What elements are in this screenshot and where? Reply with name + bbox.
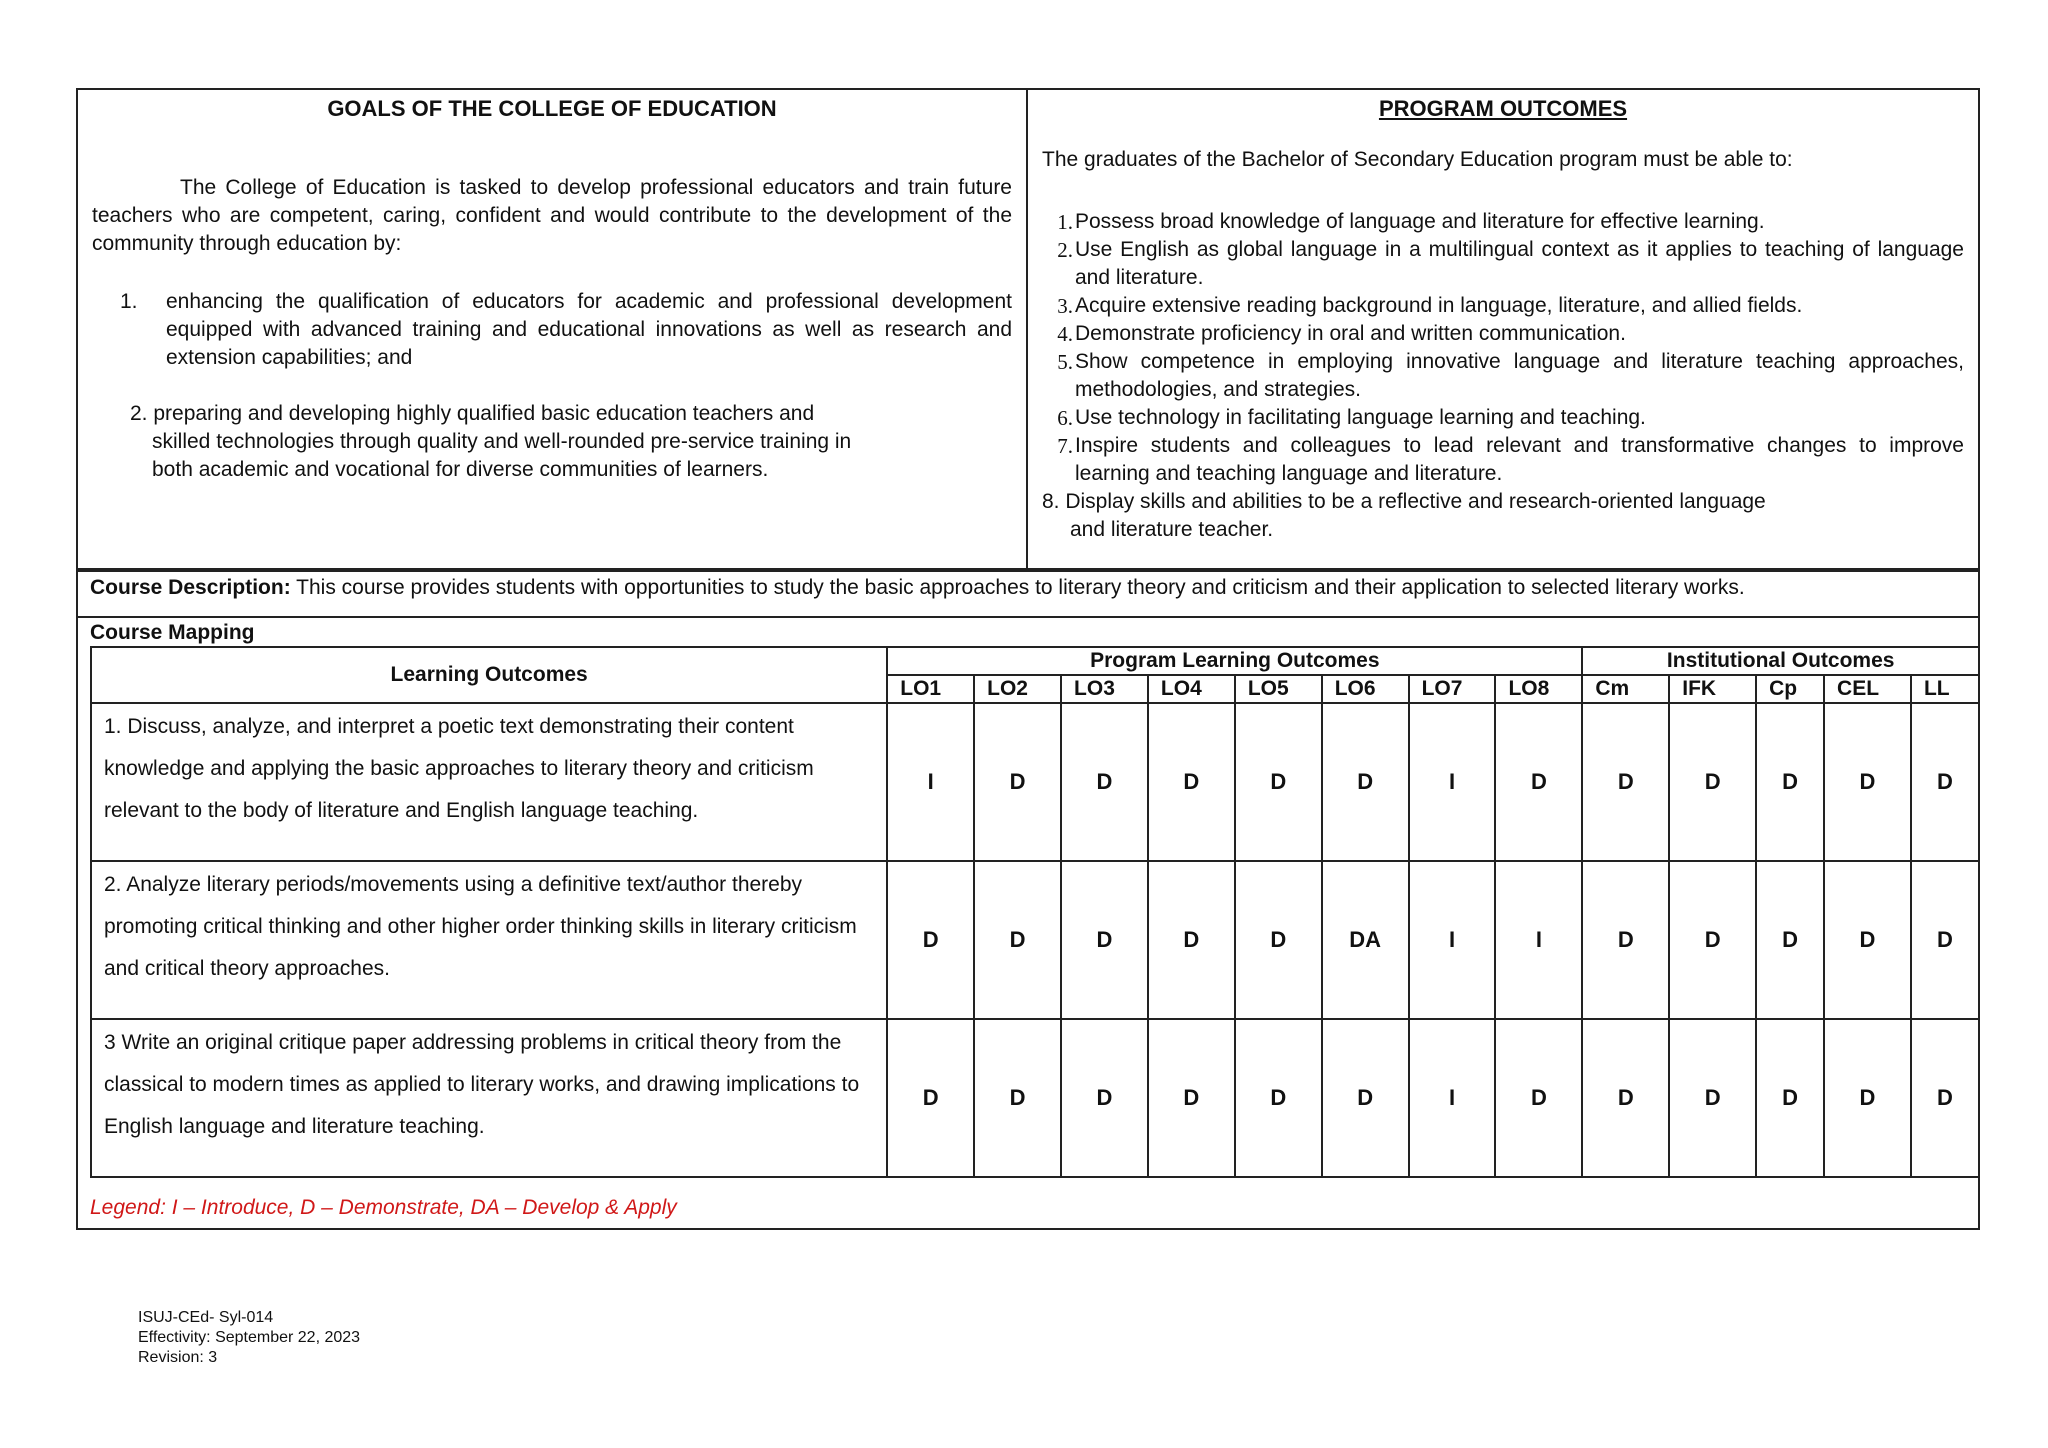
mapping-value-cell: D — [1061, 1019, 1148, 1177]
mapping-value-cell: D — [1322, 703, 1409, 861]
program-outcomes-column — [1028, 90, 1978, 568]
outcome-number: 6. — [1057, 406, 1073, 430]
mapping-value-cell: I — [887, 703, 974, 861]
mapping-value-cell: D — [1148, 703, 1235, 861]
goals-item-2 — [130, 400, 1012, 484]
mapping-value-cell: D — [1582, 1019, 1669, 1177]
learning-outcome-cell: 2. Analyze literary periods/movements using a definitive text/author thereby promoting critical thinking and other higher order thinking skills in literary criticism and critical theory approaches. — [91, 861, 887, 1019]
course-mapping-table — [90, 646, 1980, 1178]
goals-intro: The College of Education is tasked to develop professional educators and train future teachers who are competent, caring, confident and would contribute to the development of the community through education by: — [92, 176, 1012, 255]
table-row — [91, 1019, 1979, 1177]
mapping-value-cell: D — [887, 1019, 974, 1177]
outcome-text: Acquire extensive reading background in language, literature, and allied fields. — [1075, 294, 1803, 317]
column-header: Cp — [1756, 675, 1824, 703]
column-header: LO1 — [887, 675, 974, 703]
mapping-value-cell: D — [1235, 861, 1322, 1019]
mapping-value-cell: D — [1824, 703, 1911, 861]
mapping-value-cell: D — [1495, 1019, 1582, 1177]
outcome-number: 2. — [1057, 238, 1073, 262]
outcome-text: Inspire students and colleagues to lead relevant and transformative changes to improve learning and teaching language and literature. — [1075, 434, 1964, 485]
document-footer — [138, 1308, 360, 1368]
outcome-8-line: 8. Display skills and abilities to be a reflective and research-oriented language — [1042, 490, 1766, 513]
goals-column — [78, 90, 1028, 568]
mapping-value-cell: I — [1409, 861, 1496, 1019]
goals-item-2-line: 2. preparing and developing highly qualified basic education teachers and — [130, 402, 815, 425]
column-header: LO4 — [1148, 675, 1235, 703]
program-outcome-item — [1042, 404, 1964, 432]
goals-item-2-line: both academic and vocational for diverse communities of learners. — [152, 458, 769, 481]
outcome-8-line: and literature teacher. — [1070, 518, 1274, 541]
learning-outcome-cell: 1. Discuss, analyze, and interpret a poetic text demonstrating their content knowledge and applying the basic approaches to literary theory and criticism relevant to the body of literature and English language teaching. — [91, 703, 887, 861]
mapping-value-cell: DA — [1322, 861, 1409, 1019]
outcome-text: Demonstrate proficiency in oral and written communication. — [1075, 322, 1626, 345]
document-code: ISUJ-CEd- Syl-014 — [138, 1309, 274, 1326]
program-learning-outcomes-header: Program Learning Outcomes — [887, 647, 1582, 675]
program-outcomes-title: PROGRAM OUTCOMES — [1378, 96, 1628, 121]
program-outcome-item — [1042, 432, 1964, 488]
mapping-value-cell: D — [1756, 703, 1824, 861]
mapping-value-cell: D — [1148, 861, 1235, 1019]
mapping-value-cell: D — [1911, 861, 1979, 1019]
goals-item-1 — [120, 288, 1012, 372]
mapping-value-cell: D — [1495, 703, 1582, 861]
mapping-value-cell: D — [1235, 703, 1322, 861]
column-header: LL — [1911, 675, 1979, 703]
outcome-text: Show competence in employing innovative language and literature teaching approaches, methodologies, and strategies. — [1075, 350, 1964, 401]
course-mapping-title: Course Mapping — [90, 621, 255, 644]
table-row — [91, 703, 1979, 861]
learning-outcomes-header: Learning Outcomes — [91, 647, 887, 703]
outcome-number: 3. — [1057, 294, 1073, 318]
column-header: LO5 — [1235, 675, 1322, 703]
mapping-value-cell: D — [1911, 1019, 1979, 1177]
mapping-value-cell: I — [1409, 1019, 1496, 1177]
mapping-value-cell: D — [1824, 1019, 1911, 1177]
program-outcomes-list — [1042, 208, 1964, 544]
mapping-value-cell: D — [1148, 1019, 1235, 1177]
column-header: IFK — [1669, 675, 1756, 703]
outcome-text: Use English as global language in a multilingual context as it applies to teaching of language and literature. — [1075, 238, 1964, 289]
program-outcome-item-8 — [1042, 488, 1964, 544]
goals-item-2-line: skilled technologies through quality and well-rounded pre-service training in — [152, 430, 852, 453]
mapping-value-cell: D — [1061, 703, 1148, 861]
mapping-value-cell: D — [974, 861, 1061, 1019]
course-description-label: Course Description: — [90, 576, 291, 599]
outcome-number: 1. — [1057, 210, 1073, 234]
course-description — [78, 570, 1978, 618]
mapping-value-cell: D — [1824, 861, 1911, 1019]
table-row — [91, 861, 1979, 1019]
column-header: LO2 — [974, 675, 1061, 703]
mapping-value-cell: D — [1582, 703, 1669, 861]
learning-outcome-cell: 3 Write an original critique paper addressing problems in critical theory from the classical to modern times as applied to literary works, and drawing implications to English language and literature teaching. — [91, 1019, 887, 1177]
outcome-text: Possess broad knowledge of language and literature for effective learning. — [1075, 210, 1765, 233]
course-mapping-rows — [91, 703, 1979, 1177]
column-header: CEL — [1824, 675, 1911, 703]
program-outcome-item — [1042, 348, 1964, 404]
program-outcome-item — [1042, 292, 1964, 320]
goals-item-1-number: 1. — [120, 290, 138, 313]
column-header: LO6 — [1322, 675, 1409, 703]
goals-title: GOALS OF THE COLLEGE OF EDUCATION — [327, 96, 777, 121]
mapping-value-cell: D — [1669, 861, 1756, 1019]
goals-item-1-text: enhancing the qualification of educators for academic and professional development equipped with advanced training and educational innovations as well as research and extension capabilities; and — [166, 290, 1012, 369]
program-outcome-item — [1042, 320, 1964, 348]
mapping-value-cell: D — [1669, 1019, 1756, 1177]
program-outcomes-intro: The graduates of the Bachelor of Secondary Education program must be able to: — [1042, 148, 1793, 171]
outcome-number: 7. — [1057, 434, 1073, 458]
mapping-value-cell: D — [1582, 861, 1669, 1019]
mapping-value-cell: D — [974, 703, 1061, 861]
legend: Legend: I – Introduce, D – Demonstrate, DA – Develop & Apply — [90, 1196, 677, 1219]
mapping-value-cell: I — [1495, 861, 1582, 1019]
mapping-value-cell: D — [1756, 1019, 1824, 1177]
mapping-value-cell: D — [1235, 1019, 1322, 1177]
column-header: LO8 — [1495, 675, 1582, 703]
mapping-value-cell: I — [1409, 703, 1496, 861]
column-header: LO7 — [1409, 675, 1496, 703]
mapping-value-cell: D — [1756, 861, 1824, 1019]
outcome-number: 5. — [1057, 350, 1073, 374]
revision-number: Revision: 3 — [138, 1349, 218, 1366]
mapping-value-cell: D — [887, 861, 974, 1019]
program-outcome-item — [1042, 236, 1964, 292]
outcome-text: Use technology in facilitating language learning and teaching. — [1075, 406, 1646, 429]
course-description-text: This course provides students with opportunities to study the basic approaches to literary theory and criticism and their application to selected literary works. — [296, 576, 1745, 599]
outcome-number: 4. — [1057, 322, 1073, 346]
column-header: LO3 — [1061, 675, 1148, 703]
program-outcome-item — [1042, 208, 1964, 236]
effectivity-date: Effectivity: September 22, 2023 — [138, 1329, 361, 1346]
mapping-value-cell: D — [1669, 703, 1756, 861]
mapping-value-cell: D — [974, 1019, 1061, 1177]
mapping-value-cell: D — [1061, 861, 1148, 1019]
goals-outcomes-box — [76, 88, 1980, 570]
mapping-value-cell: D — [1911, 703, 1979, 861]
course-box — [76, 570, 1980, 1230]
column-header: Cm — [1582, 675, 1669, 703]
mapping-value-cell: D — [1322, 1019, 1409, 1177]
institutional-outcomes-header: Institutional Outcomes — [1582, 647, 1979, 675]
